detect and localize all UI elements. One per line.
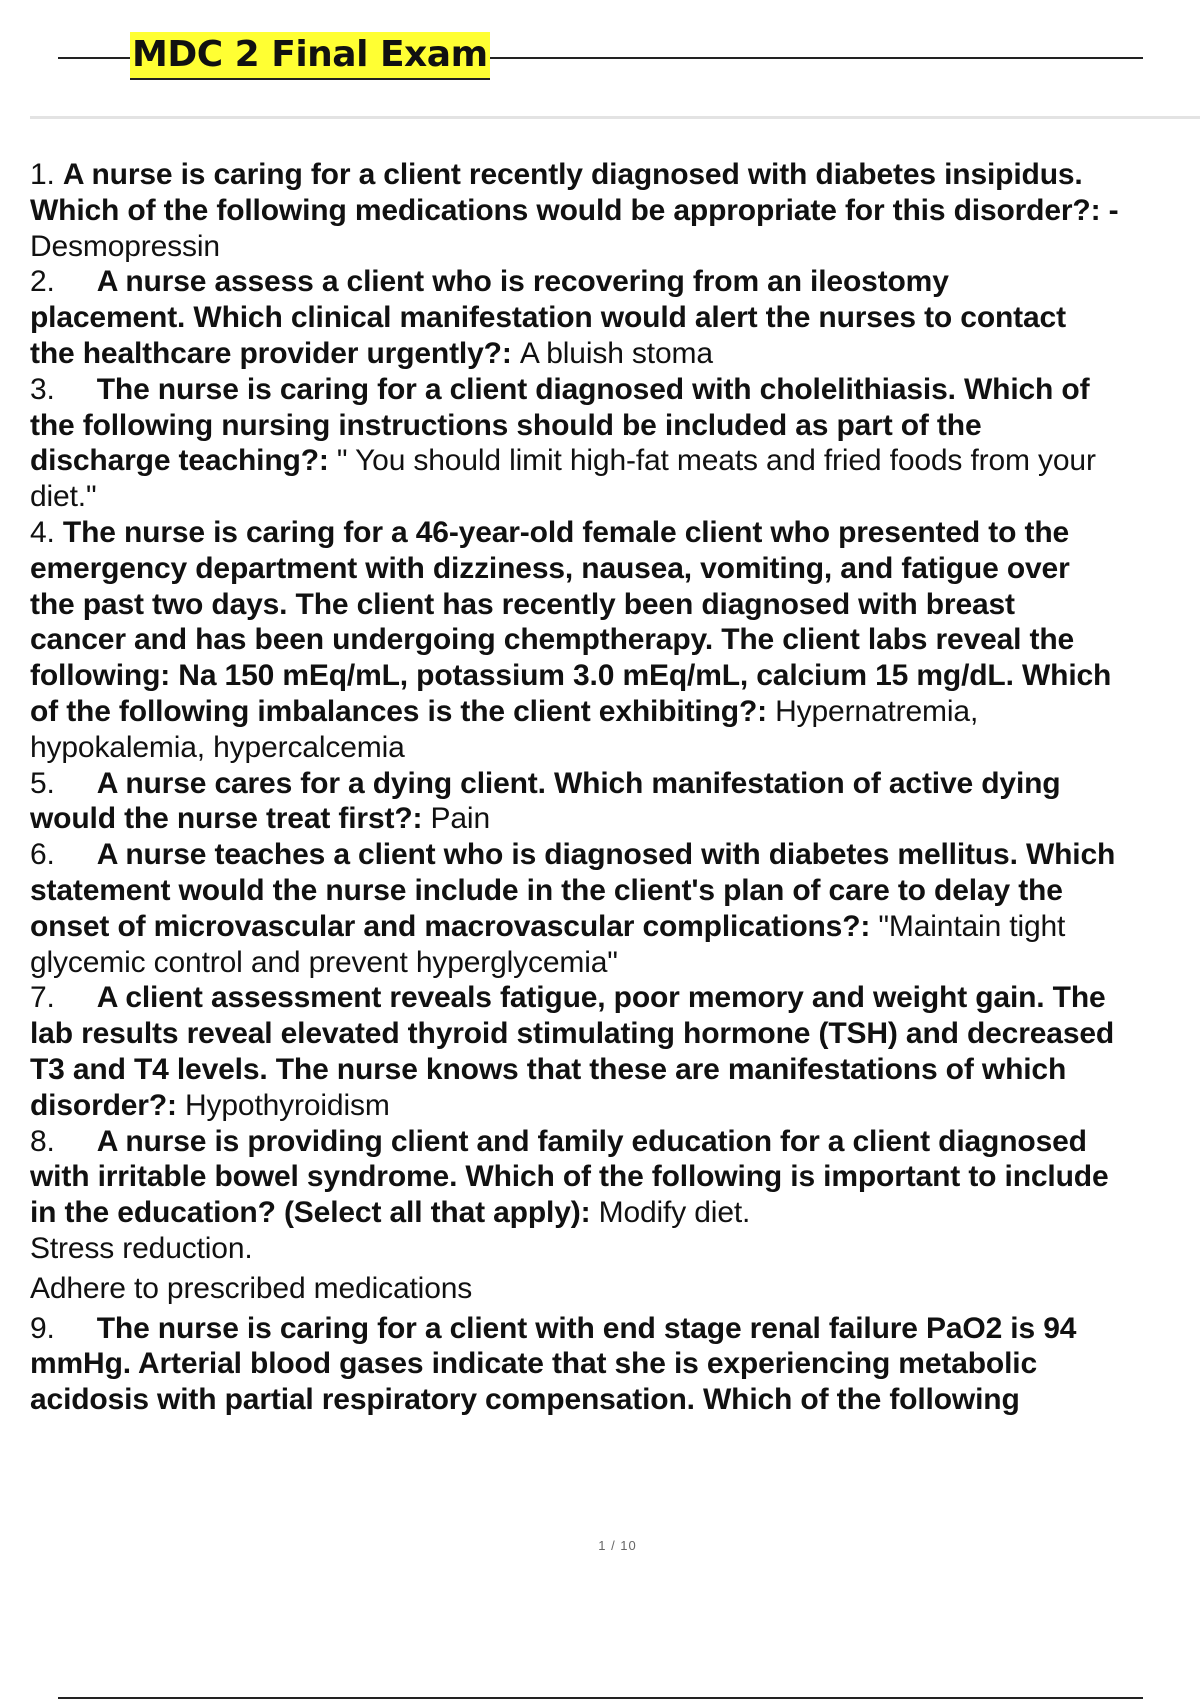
question-number: 5. xyxy=(30,766,55,800)
answer-text: Stress reduction. xyxy=(30,1231,253,1265)
text-line xyxy=(30,229,1200,265)
answer-text: Adhere to prescribed medications xyxy=(30,1271,473,1305)
page-title: MDC 2 Final Exam xyxy=(130,32,490,80)
question-text: cancer and has been undergoing chemptherapy. The client labs reveal the xyxy=(30,623,1075,657)
question-number: 4. xyxy=(30,515,63,549)
text-line xyxy=(30,551,1200,587)
text-line xyxy=(30,1382,1200,1418)
text-line xyxy=(30,1052,1200,1088)
text-line xyxy=(30,372,1200,408)
question-text: statement would the nurse include in the client's plan of care to delay the xyxy=(30,873,1063,907)
text-line xyxy=(30,980,1200,1016)
title-row xyxy=(58,30,1143,80)
text-line xyxy=(30,909,1200,945)
question-text: acidosis with partial respiratory compensation. Which of the following xyxy=(30,1383,1020,1417)
header-divider xyxy=(30,116,1200,119)
question-text: A nurse is providing client and family education for a client diagnosed xyxy=(96,1124,1087,1158)
text-line xyxy=(30,1195,1200,1231)
question-text: The nurse is caring for a 46-year-old female client who presented to the xyxy=(62,515,1070,549)
question-text: Which of the following medications would be appropriate for this disorder?: - xyxy=(30,193,1119,227)
text-line xyxy=(30,1311,1200,1347)
text-line xyxy=(30,1231,1200,1267)
question-text: T3 and T4 levels. The nurse knows that these are manifestations of which xyxy=(30,1052,1067,1086)
text-line xyxy=(30,945,1200,981)
question-number: 7. xyxy=(30,981,55,1015)
question-text: would the nurse treat first?: xyxy=(30,802,431,836)
question-text: The nurse is caring for a client diagnosed with cholelithiasis. Which of xyxy=(96,372,1090,406)
answer-text: A bluish stoma xyxy=(519,336,713,370)
page-indicator: 1 / 10 xyxy=(598,1538,637,1553)
question-text: in the education? (Select all that apply): xyxy=(30,1196,599,1230)
text-line xyxy=(30,1159,1200,1195)
question-text: A nurse assess a client who is recovering from an ileostomy xyxy=(96,265,949,299)
answer-text: diet." xyxy=(30,480,97,514)
question-text: placement. Which clinical manifestation would alert the nurses to contact xyxy=(30,301,1066,335)
question-text: mmHg. Arterial blood gases indicate that she is experiencing metabolic xyxy=(30,1347,1037,1381)
question-text: of the following imbalances is the client exhibiting?: xyxy=(30,694,776,728)
footer-rule xyxy=(58,1697,1143,1699)
question-text: the healthcare provider urgently?: xyxy=(30,336,520,370)
text-line xyxy=(30,515,1200,551)
text-line xyxy=(30,622,1200,658)
text-line xyxy=(30,157,1200,193)
answer-text: Modify diet. xyxy=(598,1196,751,1230)
text-line xyxy=(30,1016,1200,1052)
question-text: emergency department with dizziness, nausea, vomiting, and fatigue over xyxy=(30,551,1070,585)
question-number: 8. xyxy=(30,1124,55,1158)
question-text: A nurse teaches a client who is diagnosed with diabetes mellitus. Which xyxy=(96,838,1116,872)
question-number: 2. xyxy=(30,265,55,299)
question-list xyxy=(30,157,1200,1437)
text-line xyxy=(30,300,1200,336)
question-text: A nurse is caring for a client recently diagnosed with diabetes insipidus. xyxy=(62,158,1083,191)
answer-text: Desmopressin xyxy=(30,229,220,263)
answer-text: glycemic control and prevent hyperglycemia" xyxy=(30,945,618,979)
text-line xyxy=(30,443,1200,479)
text-line xyxy=(30,587,1200,623)
answer-text: Hypernatremia, xyxy=(775,694,979,728)
text-line xyxy=(30,264,1200,300)
question-text: A client assessment reveals fatigue, poor memory and weight gain. The xyxy=(96,981,1106,1015)
question-text: lab results reveal elevated thyroid stimulating hormone (TSH) and decreased xyxy=(30,1017,1115,1051)
answer-text: hypokalemia, hypercalcemia xyxy=(30,730,405,764)
text-line xyxy=(30,801,1200,837)
question-number: 1. xyxy=(30,158,63,191)
text-line xyxy=(30,694,1200,730)
question-text: A nurse cares for a dying client. Which manifestation of active dying xyxy=(96,766,1061,800)
text-line xyxy=(30,408,1200,444)
answer-text: Hypothyroidism xyxy=(185,1088,390,1122)
question-number: 9. xyxy=(30,1311,55,1345)
answer-text: "Maintain tight xyxy=(878,909,1066,943)
question-text: discharge teaching?: xyxy=(30,444,337,478)
question-text: The nurse is caring for a client with end stage renal failure PaO2 is 94 xyxy=(96,1311,1077,1345)
text-line xyxy=(30,1346,1200,1382)
text-line xyxy=(30,730,1200,766)
answer-text: Pain xyxy=(430,802,490,836)
text-line xyxy=(30,1088,1200,1124)
question-text: disorder?: xyxy=(30,1088,186,1122)
answer-text: " You should limit high-fat meats and fried foods from your xyxy=(336,444,1096,478)
text-line xyxy=(30,479,1200,515)
question-text: the following nursing instructions should be included as part of the xyxy=(30,408,982,442)
text-line xyxy=(30,837,1200,873)
text-line xyxy=(30,1271,1200,1307)
question-text: onset of microvascular and macrovascular complications?: xyxy=(30,909,879,943)
text-line xyxy=(30,873,1200,909)
text-line xyxy=(30,193,1200,229)
question-number: 3. xyxy=(30,372,55,406)
text-line xyxy=(30,658,1200,694)
question-text: the past two days. The client has recently been diagnosed with breast xyxy=(30,587,1015,621)
text-line xyxy=(30,1124,1200,1160)
question-text: with irritable bowel syndrome. Which of the following is important to include xyxy=(30,1160,1109,1194)
question-number: 6. xyxy=(30,838,55,872)
text-line xyxy=(30,766,1200,802)
question-text: following: Na 150 mEq/mL, potassium 3.0 mEq/mL, calcium 15 mg/dL. Which xyxy=(30,659,1112,693)
text-line xyxy=(30,336,1200,372)
